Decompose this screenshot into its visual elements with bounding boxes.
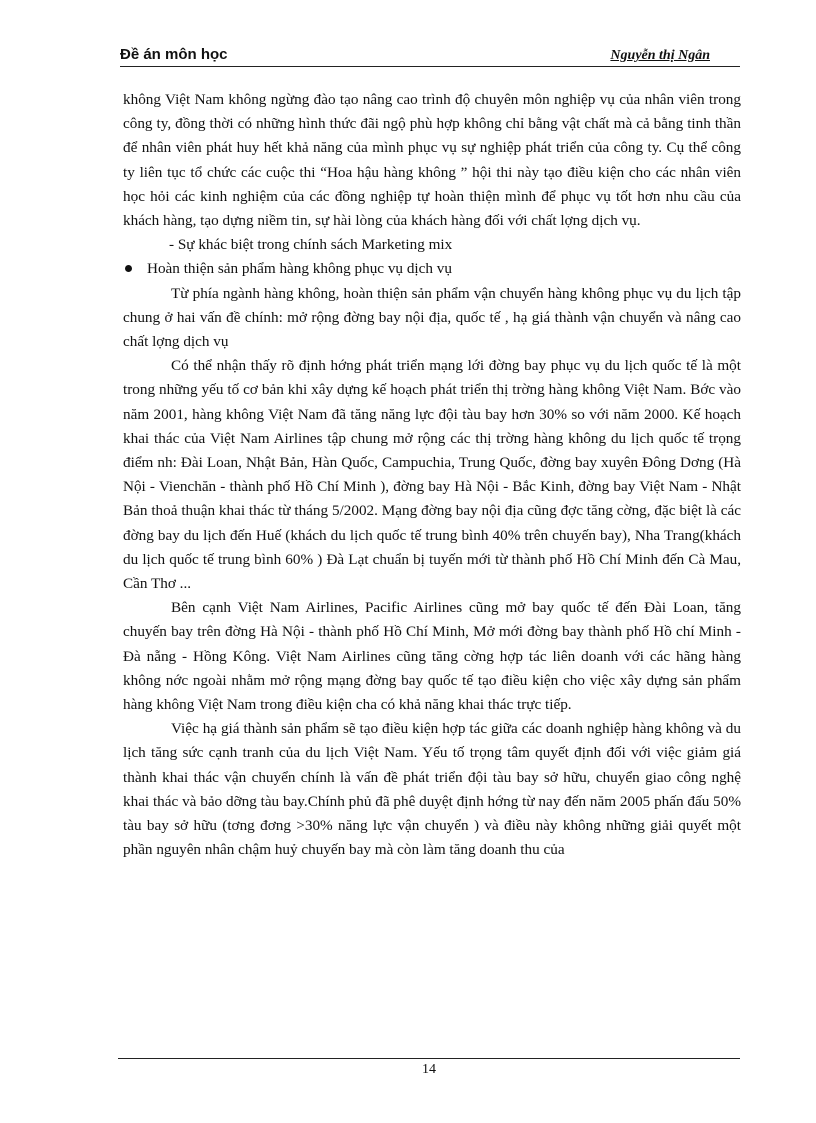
document-body [123,88,741,863]
bullet-text: Hoàn thiện sản phẩm hàng không phục vụ dịch vụ [147,260,452,278]
page-number: 14 [422,1062,436,1077]
section-subheading: - Sự khác biệt trong chính sách Marketing mix [169,236,453,254]
page-header [120,46,740,67]
bullet-icon [125,265,132,272]
paragraph: Từ phía ngành hàng không, hoàn thiện sản phẩm vận chuyển hàng không phục vụ du lịch tập chung ở hai vấn đề chính: mở rộng đờng bay nội địa, quốc tế , hạ giá thành vận chuyển và nâng cao chất lợng dịch vụ [123,284,741,351]
paragraph: Bên cạnh Việt Nam Airlines, Pacific Airlines cũng mở bay quốc tế đến Đài Loan, tăng chuyến bay trên đờng Hà Nội - thành phố Hồ Chí Minh, Mở mới đờng bay thành phố Hồ chí Minh - Đà nẵng - Hồng Kông. Việt Nam Airlines cũng tăng cờng hợp tác liên doanh với các hãng hàng không nớc ngoài nhằm mở rộng mạng đờng bay quốc tế tạo điều kiện cho việc xây dựng sản phẩm hàng không Việt Nam trong điều kiện cha có khả năng khai thác trực tiếp. [123,599,741,714]
author-name: Nguyễn thị Ngân [610,48,710,63]
paragraph: Việc hạ giá thành sản phẩm sẽ tạo điều kiện hợp tác giữa các doanh nghiệp hàng không và du lịch tăng sức cạnh tranh của du lịch Việt Nam. Yếu tố trọng tâm quyết định đối với việc giảm giá thành khai thác vận chuyển chính là vấn đề phát triển đội tàu bay sở hữu, chuyển giao công nghệ khai thác và bảo dỡng tàu bay.Chính phủ đã phê duyệt định hớng từ nay đến năm 2005 phấn đấu 50% tàu bay sở hữu (tơng đơng >30% năng lực vận chuyển ) và điều này không những giải quyết một phần nguyên nhân chậm huỷ chuyến bay mà còn làm tăng doanh thu của [123,720,741,859]
document-title: Đề án môn học [120,46,228,63]
paragraph-continuation: không Việt Nam không ngừng đào tạo nâng cao trình độ chuyên môn nghiệp vụ của nhân viên trong công ty, đồng thời có những hình thức đãi ngộ phù hợp không chỉ bằng vật chất mà cả bằng tinh thần để nhân viên phát huy hết khả năng của mình phục vụ sự nghiệp phát triển của công ty. Cụ thể công ty liên tục tổ chức các cuộc thi “Hoa hậu hàng không ” hội thi này tạo điều kiện cho các nhân viên học hỏi các kinh nghiệm của các đồng nghiệp tự hoàn thiện mình để phục vụ tốt hơn nhu cầu của khách hàng, tạo dựng niềm tin, sự hài lòng của khách hàng đối với chất lợng dịch vụ. [123,91,741,230]
paragraph: Có thể nhận thấy rõ định hớng phát triển mạng lới đờng bay phục vụ du lịch quốc tế là một trong những yếu tố cơ bản khi xây dựng kế hoạch phát triển thị trờng hàng không Việt Nam. Bớc vào năm 2001, hàng không Việt Nam đã tăng năng lực đội tàu bay hơn 30% so với năm 2000. Kế hoạch khai thác của Việt Nam Airlines tập chung mở rộng các thị trờng hàng không du lịch quốc tế trọng điểm nh: Đài Loan, Nhật Bản, Hàn Quốc, Campuchia, Trung Quốc, đờng bay xuyên Đông Dơng (Hà Nội - Vienchăn - thành phố Hồ Chí Minh ), đờng bay Hà Nội - Bắc Kinh, đờng bay Việt Nam - Nhật Bản thoả thuận khai thác từ tháng 5/2002. Mạng đờng bay nội địa cũng đợc tăng cờng, đặc biệt là các đờng bay du lịch đến Huế (khách du lịch quốc tế trung bình 40% trên chuyến bay), Nha Trang(khách du lịch quốc tế trung bình 60% ) Đà Lạt chuẩn bị tuyến mới từ thành phố Hồ Chí Minh đến Cà Mau, Cần Thơ ... [123,357,741,593]
page-footer [118,1058,740,1077]
bullet-item [123,257,741,281]
